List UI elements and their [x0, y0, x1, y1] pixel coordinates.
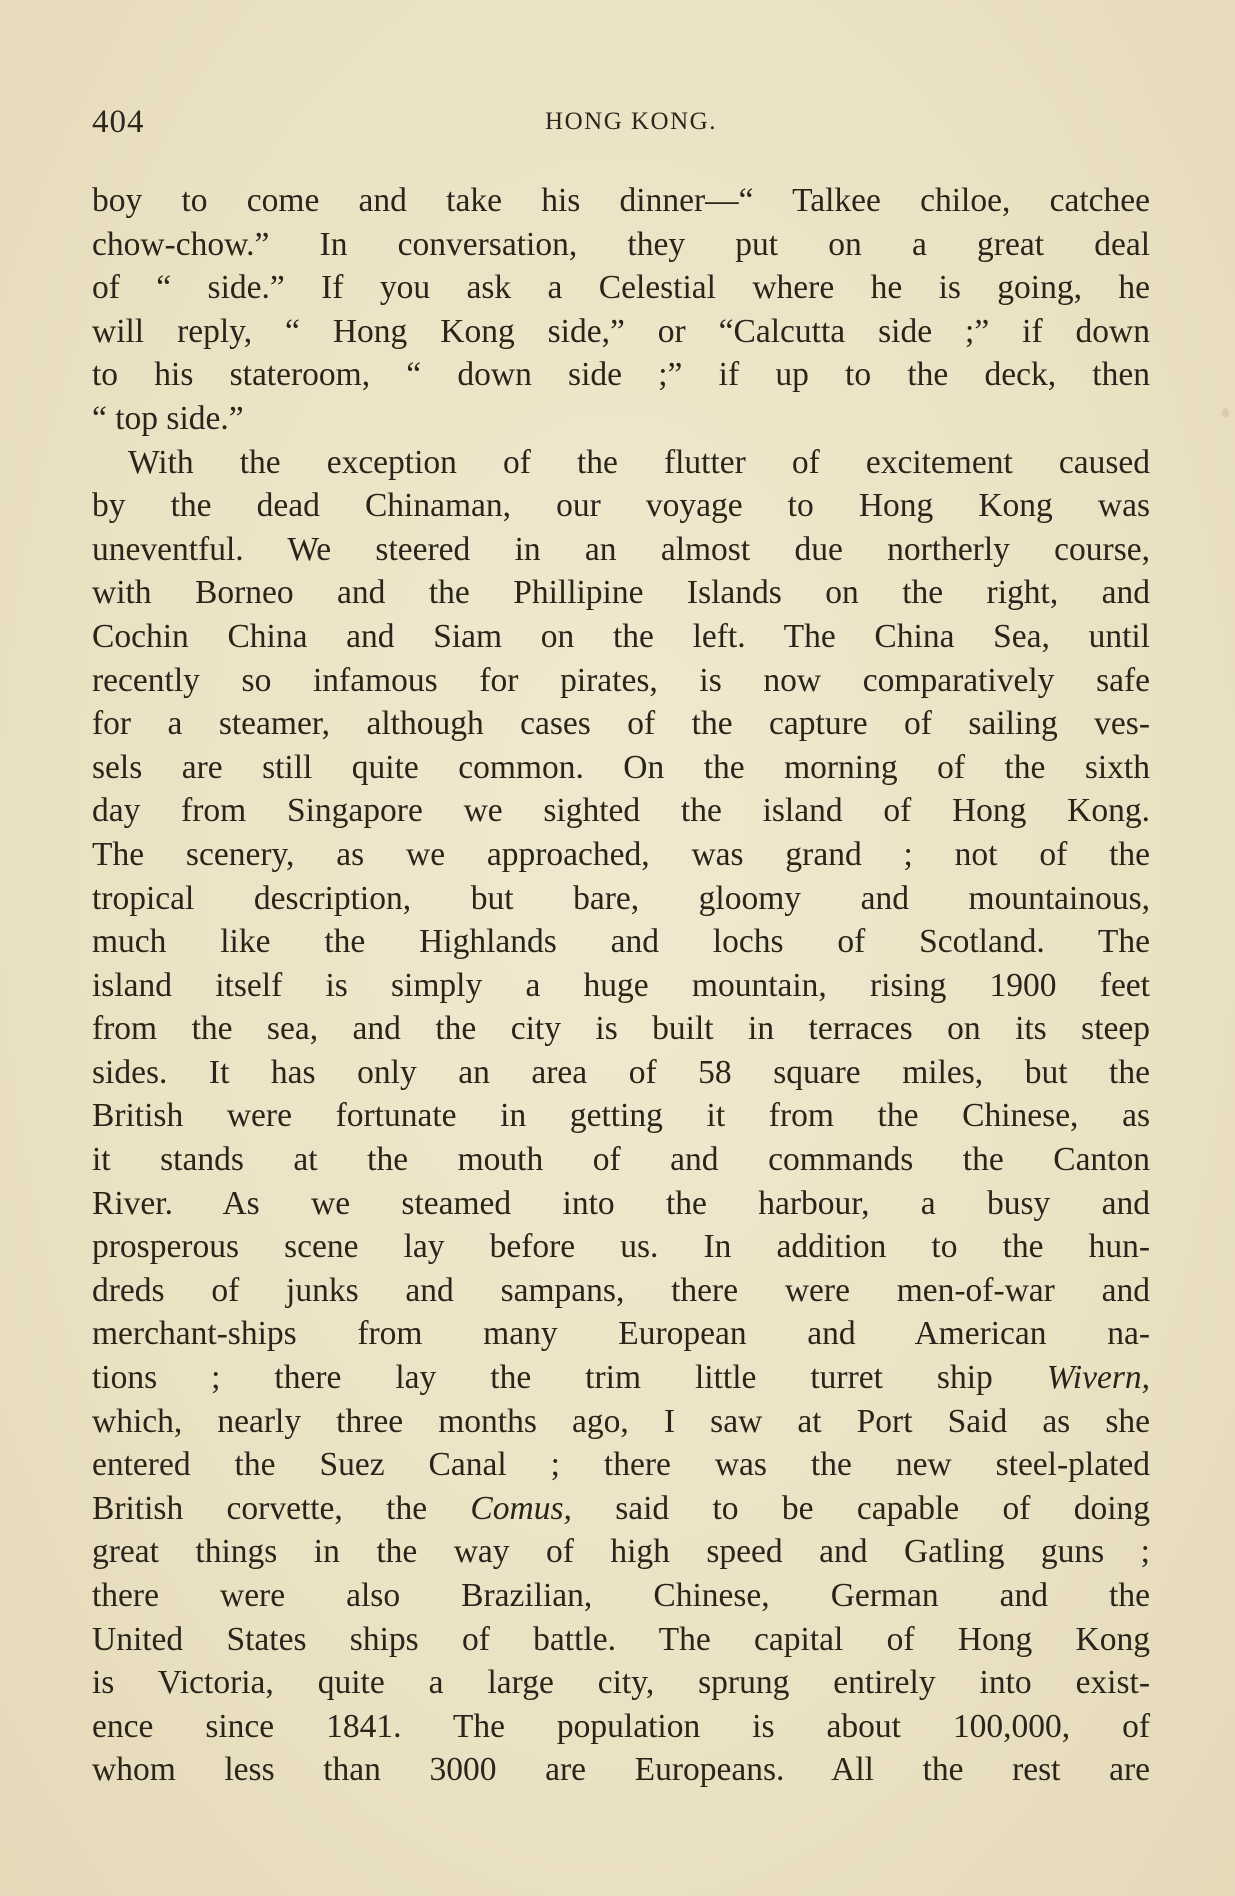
text-line: dreds of junks and sampans, there were men-of-war and — [92, 1271, 1150, 1309]
running-title: HONG KONG. — [545, 108, 717, 135]
text-line: merchant-ships from many European and American na- — [92, 1315, 1150, 1353]
text-line: boy to come and take his dinner—“ Talkee chiloe, catchee — [92, 182, 1150, 219]
text-line: it stands at the mouth of and commands the Canton — [92, 1141, 1150, 1179]
text-line: United States ships of battle. The capital of Hong Kong — [92, 1620, 1150, 1658]
text-line: day from Singapore we sighted the island of Hong Kong. — [92, 792, 1150, 830]
text-line: will reply, “ Hong Kong side,” or “Calcutta side ;” if down — [92, 312, 1150, 350]
text-line: “ top side.” — [92, 399, 244, 437]
text-line: British were fortunate in getting it from the Chinese, as — [92, 1097, 1150, 1135]
text-line: recently so infamous for pirates, is now comparatively safe — [92, 661, 1150, 699]
text-line: tropical description, but bare, gloomy and mountainous, — [92, 879, 1150, 917]
text-line: whom less than 3000 are Europeans. All the rest are — [92, 1751, 1150, 1789]
page-header — [92, 100, 1150, 144]
text-line: by the dead Chinaman, our voyage to Hong Kong was — [92, 487, 1150, 525]
text-line-part: said to be capable of doing — [615, 1489, 1151, 1527]
text-line-with-italic — [92, 1356, 1150, 1400]
text-line: ence since 1841. The population is about 100,000, of — [92, 1707, 1150, 1745]
text-line: which, nearly three months ago, I saw at Port Said as she — [92, 1402, 1150, 1440]
text-line: there were also Brazilian, Chinese, German and the — [92, 1577, 1150, 1614]
text-line: chow-chow.” In conversation, they put on a great deal — [92, 225, 1150, 263]
text-line: much like the Highlands and lochs of Scotland. The — [92, 923, 1150, 961]
ship-name-comus: Comus, — [470, 1489, 572, 1527]
text-line: great things in the way of high speed and Gatling guns ; — [92, 1533, 1150, 1571]
text-line-part: tions ; there lay the trim little turret ship — [92, 1359, 993, 1397]
text-line: of “ side.” If you ask a Celestial where he is going, he — [92, 269, 1150, 307]
text-line-part: British corvette, the — [92, 1489, 428, 1527]
text-line: prosperous scene lay before us. In addition to the hun- — [92, 1228, 1150, 1266]
text-line: Cochin China and Siam on the left. The China Sea, until — [92, 617, 1150, 655]
text-line: for a steamer, although cases of the capture of sailing ves- — [92, 705, 1150, 743]
text-line: to his stateroom, “ down side ;” if up to the deck, then — [92, 356, 1150, 394]
text-line: entered the Suez Canal ; there was the new steel-plated — [92, 1446, 1150, 1484]
ship-name-wivern: Wivern, — [1046, 1359, 1150, 1397]
text-line: uneventful. We steered in an almost due northerly course, — [92, 530, 1150, 568]
text-line: from the sea, and the city is built in terraces on its steep — [92, 1010, 1150, 1048]
text-line: with Borneo and the Phillipine Islands on the right, and — [92, 574, 1150, 612]
paper-blemish — [1222, 408, 1229, 418]
text-line: island itself is simply a huge mountain, rising 1900 feet — [92, 966, 1150, 1004]
text-line: is Victoria, quite a large city, sprung entirely into exist- — [92, 1664, 1150, 1702]
page-number: 404 — [92, 104, 145, 140]
text-line: River. As we steamed into the harbour, a busy and — [92, 1184, 1150, 1222]
body-text — [92, 179, 1150, 1792]
paragraph-start-line: With the exception of the flutter of excitement caused — [128, 443, 1150, 481]
text-line: sides. It has only an area of 58 square miles, but the — [92, 1053, 1150, 1091]
text-line: The scenery, as we approached, was grand ; not of the — [92, 835, 1150, 873]
text-line: sels are still quite common. On the morning of the sixth — [92, 748, 1150, 786]
text-line-with-italic — [92, 1487, 1150, 1531]
